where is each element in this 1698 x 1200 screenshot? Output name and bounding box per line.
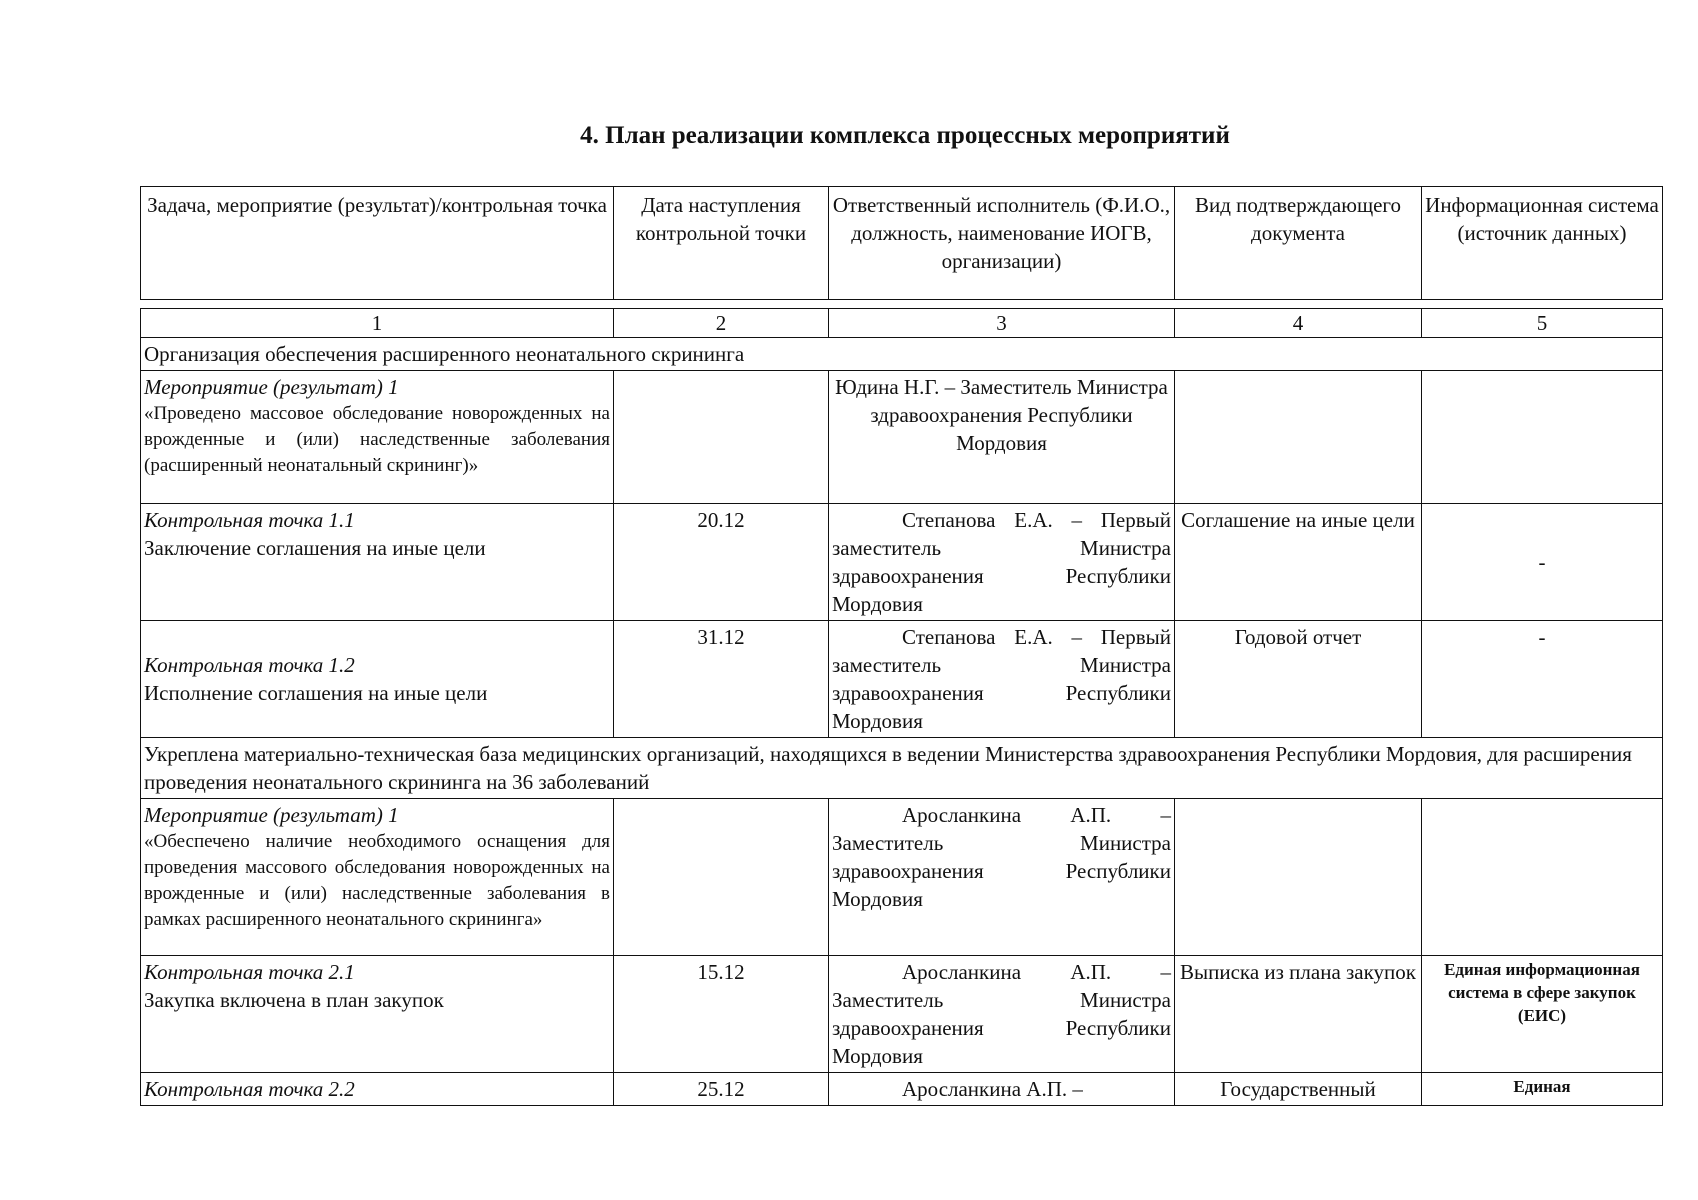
document-cell: Годовой отчет	[1175, 621, 1422, 738]
document-cell: Выписка из плана закупок	[1175, 956, 1422, 1073]
task-label: Контрольная точка 1.1	[144, 508, 355, 532]
responsible-cell: Степанова Е.А. – Первый заместитель Министра здравоохранения Республики Мордовия	[829, 504, 1175, 621]
document-cell	[1175, 371, 1422, 504]
responsible-cell: Степанова Е.А. – Первый заместитель Министра здравоохранения Республики Мордовия	[829, 621, 1175, 738]
task-cell	[141, 1073, 614, 1106]
table-row	[141, 504, 1663, 621]
col-number: 1	[141, 309, 614, 338]
task-cell	[141, 504, 614, 621]
system-cell	[1422, 371, 1663, 504]
responsible-cell: Аросланкина А.П. – Заместитель Министра здравоохранения Республики Мордовия	[829, 956, 1175, 1073]
page-title: 4. План реализации комплекса процессных мероприятий	[580, 122, 1230, 149]
responsible-cell: Аросланкина А.П. – Заместитель Министра здравоохранения Республики Мордовия	[829, 799, 1175, 956]
task-label: Мероприятие (результат) 1	[144, 375, 399, 399]
col-number: 4	[1175, 309, 1422, 338]
header-col-responsible: Ответственный исполнитель (Ф.И.О., должность, наименование ИОГВ, организации)	[829, 187, 1175, 300]
task-text: «Проведено массовое обследование новорожденных на врожденные и (или) наследственные заболевания (расширенный неонатальный скрининг)»	[144, 403, 610, 476]
col-number: 2	[614, 309, 829, 338]
section-row	[141, 738, 1663, 799]
col-number: 5	[1422, 309, 1663, 338]
table-row	[141, 371, 1663, 504]
task-cell	[141, 621, 614, 738]
responsible-cell: Аросланкина А.П. –	[829, 1073, 1175, 1106]
date-cell: 20.12	[614, 504, 829, 621]
date-cell: 25.12	[614, 1073, 829, 1106]
col-number: 3	[829, 309, 1175, 338]
header-col-task: Задача, мероприятие (результат)/контрольная точка	[141, 187, 614, 300]
date-cell	[614, 799, 829, 956]
header-col-system: Информационная система (источник данных)	[1422, 187, 1663, 300]
header-col-document: Вид подтверждающего документа	[1175, 187, 1422, 300]
system-cell: Единая информационная система в сфере закупок (ЕИС)	[1422, 956, 1663, 1073]
section-title: Укреплена материально-техническая база медицинских организаций, находящихся в ведении Министерства здравоохранения Республики Мордовия, для расширения проведения неонатального скрининга на 36 заболеваний	[141, 738, 1663, 799]
table-row	[141, 621, 1663, 738]
section-row	[141, 338, 1663, 371]
header-col-date: Дата наступления контрольной точки	[614, 187, 829, 300]
document-cell	[1175, 799, 1422, 956]
header-table	[140, 186, 1663, 300]
task-text: «Обеспечено наличие необходимого оснащения для проведения массового обследования новорожденных на врожденные и (или) наследственные заболевания в рамках расширенного неонатального скрининга»	[144, 831, 610, 930]
task-text: Закупка включена в план закупок	[144, 988, 444, 1012]
task-label: Контрольная точка 1.2	[144, 653, 355, 677]
system-cell	[1422, 799, 1663, 956]
task-cell	[141, 799, 614, 956]
date-cell	[614, 371, 829, 504]
document-cell: Соглашение на иные цели	[1175, 504, 1422, 621]
system-cell: -	[1422, 504, 1663, 621]
document-cell: Государственный	[1175, 1073, 1422, 1106]
date-cell: 31.12	[614, 621, 829, 738]
task-label: Контрольная точка 2.2	[144, 1077, 355, 1101]
system-cell: -	[1422, 621, 1663, 738]
task-label: Мероприятие (результат) 1	[144, 803, 399, 827]
column-numbers-row	[141, 309, 1663, 338]
table-row	[141, 799, 1663, 956]
header-row	[141, 187, 1663, 300]
responsible-cell: Юдина Н.Г. – Заместитель Министра здравоохранения Республики Мордовия	[829, 371, 1175, 504]
section-title: Организация обеспечения расширенного неонатального скрининга	[141, 338, 1663, 371]
task-text: Исполнение соглашения на иные цели	[144, 681, 488, 705]
task-label: Контрольная точка 2.1	[144, 960, 355, 984]
task-text: Заключение соглашения на иные цели	[144, 536, 486, 560]
table-row	[141, 956, 1663, 1073]
date-cell: 15.12	[614, 956, 829, 1073]
task-cell	[141, 956, 614, 1073]
task-cell	[141, 371, 614, 504]
plan-table	[140, 308, 1663, 1106]
table-row	[141, 1073, 1663, 1106]
system-cell: Единая	[1422, 1073, 1663, 1106]
